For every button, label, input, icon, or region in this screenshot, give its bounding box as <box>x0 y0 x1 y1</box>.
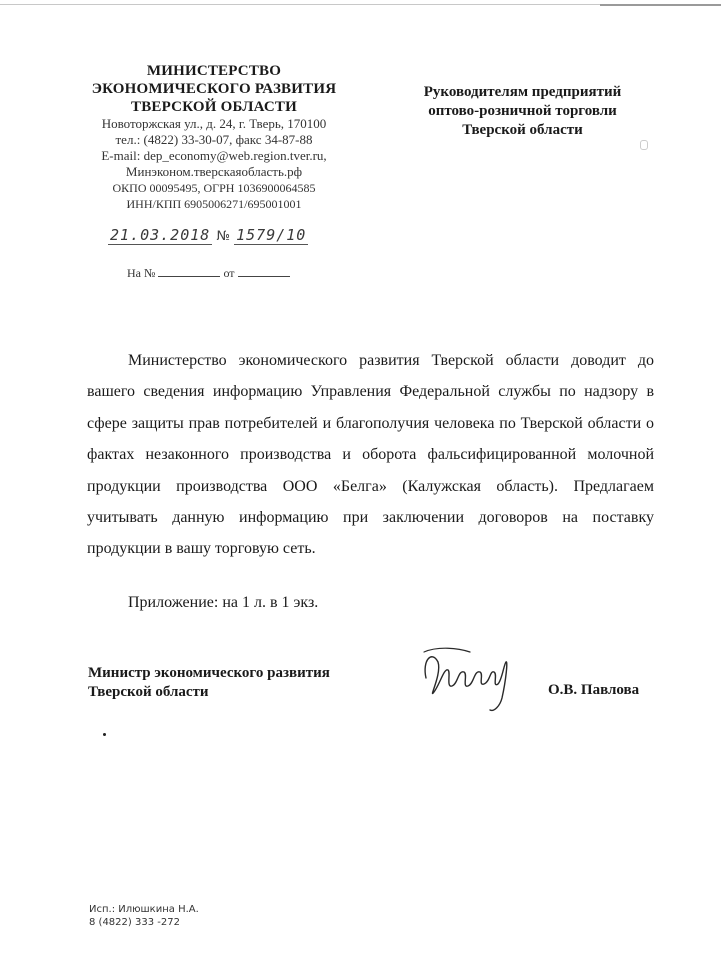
addressee-line-3: Тверской области <box>462 122 583 138</box>
reference-date-blank <box>238 266 290 277</box>
reference-line <box>127 266 290 281</box>
scan-artifact <box>640 140 648 150</box>
sender-okpo: ОКПО 00095495, ОГРН 1036900064585 <box>112 181 316 195</box>
addressee-block <box>405 83 640 140</box>
reference-from-label: от <box>223 266 235 280</box>
signatory-title-line-2: Тверской области <box>88 684 209 700</box>
sender-org-line-1: МИНИСТЕРСТВО <box>146 63 282 79</box>
registration-line <box>108 226 308 245</box>
sender-org-line-3: ТВЕРСКОЙ ОБЛАСТИ <box>131 99 297 115</box>
signature-stroke <box>425 657 507 711</box>
sender-block <box>78 62 350 212</box>
executor-name: Исп.: Илюшкина Н.А. <box>89 904 199 915</box>
signatory-title <box>88 664 330 702</box>
signature-flourish <box>424 648 470 652</box>
handwritten-signature <box>418 640 518 715</box>
reference-number-blank <box>158 266 220 277</box>
executor-phone: 8 (4822) 333 -272 <box>89 917 180 928</box>
signatory-name: О.В. Павлова <box>548 682 640 698</box>
sender-site: Минэконом.тверскаяобласть.рф <box>125 164 303 179</box>
sender-inn: ИНН/КПП 6905006271/695001001 <box>126 197 302 211</box>
signatory-title-line-1: Министр экономического развития <box>88 665 330 681</box>
registration-date: 21.03.2018 <box>110 226 211 244</box>
appendix-note: Приложение: на 1 л. в 1 экз. <box>128 594 319 611</box>
sender-phone: тел.: (4822) 33-30-07, факс 34-87-88 <box>115 132 313 147</box>
sender-org-line-2: ЭКОНОМИЧЕСКОГО РАЗВИТИЯ <box>91 81 337 97</box>
addressee-line-1: Руководителям предприятий <box>423 84 622 100</box>
reference-no-label: На № <box>127 266 156 280</box>
letter-body: Министерство экономического развития Тверской области доводит до вашего сведения информацию Управления Федеральной службы по надзору в сфере защиты прав потребителей и благополучия человека по Тверской области о фактах незаконного производства и оборота фальсифицированной молочной продукции производства ООО «Белга» (Калужская область). Предлагаем учитывать данную информацию при заключении договоров на поставку продукции в вашу торговую сеть. <box>87 352 654 558</box>
executor-block <box>89 903 199 929</box>
registration-number: 1579/10 <box>236 226 307 244</box>
scan-edge-shadow <box>600 4 721 6</box>
stray-dot <box>103 733 106 736</box>
registration-no-label: № <box>216 229 230 244</box>
sender-email: E-mail: dep_economy@web.region.tver.ru, <box>101 148 327 163</box>
sender-address: Новоторжская ул., д. 24, г. Тверь, 170100 <box>101 116 327 131</box>
addressee-line-2: оптово-розничной торговли <box>428 103 617 119</box>
